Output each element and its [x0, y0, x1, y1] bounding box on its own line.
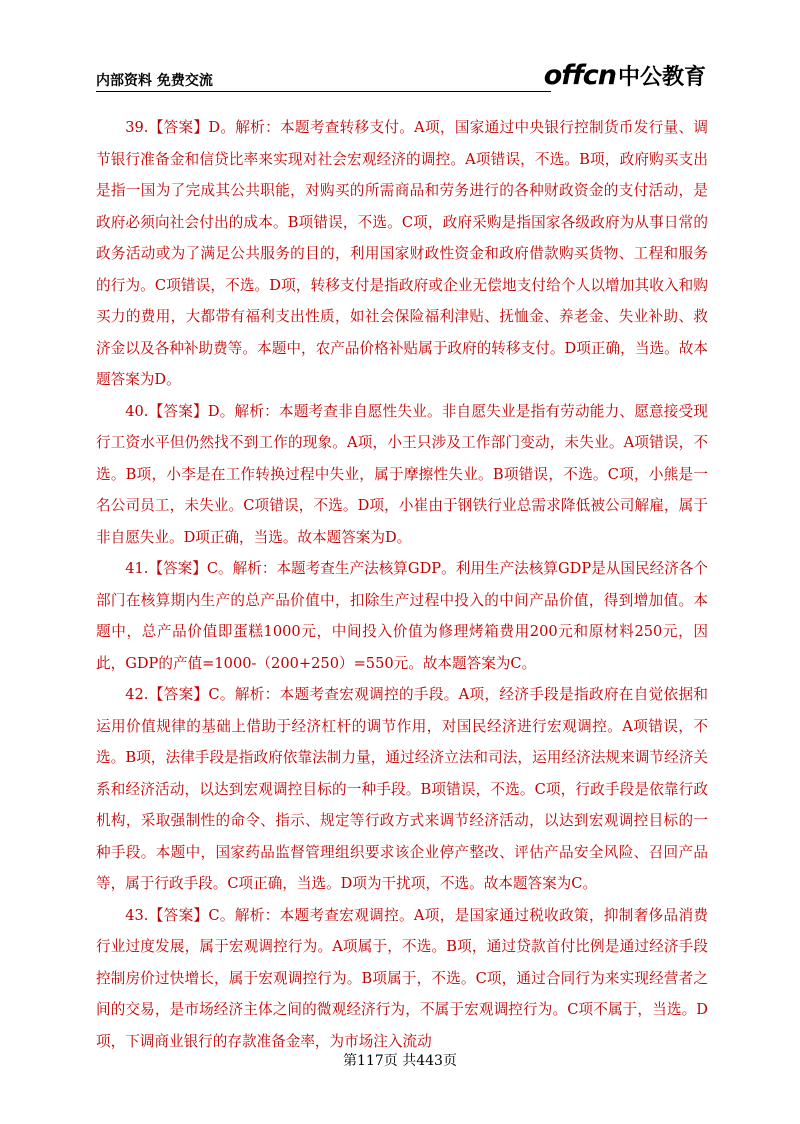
- answer-explanations: [96, 112, 708, 1057]
- answer-paragraph-43: 43.【答案】C。解析：本题考查宏观调控。A项，是国家通过税收政策，抑制奢侈品消费行业过度发展，属于宏观调控行为。A项属于，不选。B项，通过贷款首付比例是通过经济手段控制房价过快增长，属于宏观调控行为。B项属于，不选。C项，通过合同行为来实现经营者之间的交易，是市场经济主体之间的微观经济行为，不属于宏观调控行为。C项不属于，当选。D项，下调商业银行的存款准备金率，为市场注入流动: [96, 906, 708, 1050]
- page-header: [96, 58, 708, 92]
- answer-paragraph-39: 39.【答案】D。解析：本题考查转移支付。A项，国家通过中央银行控制货币发行量、调节银行准备金和信贷比率来实现对社会宏观经济的调控。A项错误，不选。B项，政府购买支出是指一国为了完成其公共职能，对购买的所需商品和劳务进行的各种财政资金的支付活动，是政府必须向社会付出的成本。B项错误，不选。C项，政府采购是指国家各级政府为从事日常的政务活动或为了满足公共服务的目的，利用国家财政性资金和政府借款购买货物、工程和服务的行为。C项错误，不选。D项，转移支付是指政府或企业无偿地支付给个人以增加其收入和购买力的费用，大都带有福利支出性质，如社会保险福利津贴、抚恤金、养老金、失业补助、救济金以及各种补助费等。本题中，农产品价格补贴属于政府的转移支付。D项正确，当选。故本题答案为D。: [96, 119, 708, 388]
- answer-paragraph-42: 42.【答案】C。解析：本题考查宏观调控的手段。A项，经济手段是指政府在自觉依据和运用价值规律的基础上借助于经济杠杆的调节作用，对国民经济进行宏观调控。A项错误，不选。B项，法律手段是指政府依靠法制力量，通过经济立法和司法，运用经济法规来调节经济关系和经济活动，以达到宏观调控目标的一种手段。B项错误，不选。C项，行政手段是依靠行政机构，采取强制性的命令、指示、规定等行政方式来调节经济活动，以达到宏观调控目标的一种手段。本题中，国家药品监督管理组织要求该企业停产整改、评估产品安全风险、召回产品等，属于行政手段。C项正确，当选。D项为干扰项，不选。故本题答案为C。: [96, 686, 708, 892]
- answer-paragraph-41: 41.【答案】C。解析：本题考查生产法核算GDP。利用生产法核算GDP是从国民经济各个部门在核算期内生产的总产品价值中，扣除生产过程中投入的中间产品价值，得到增加值。本题中，总产品价值即蛋糕1000元，中间投入价值为修理烤箱费用200元和原材料250元，因此，GDP的产值=1000-（200+250）=550元。故本题答案为C。: [96, 560, 708, 672]
- logo-chinese-name: 中公教育: [617, 65, 706, 90]
- answer-paragraph-40: 40.【答案】D。解析：本题考查非自愿性失业。非自愿失业是指有劳动能力、愿意接受现行工资水平但仍然找不到工作的现象。A项，小王只涉及工作部门变动，未失业。A项错误，不选。B项，小李是在工作转换过程中失业，属于摩擦性失业。B项错误，不选。C项，小熊是一名公司员工，未失业。C项错误，不选。D项，小崔由于钢铁行业总需求降低被公司解雇，属于非自愿失业。D项正确，当选。故本题答案为D。: [96, 402, 708, 546]
- page-number: 第117页 共443页: [343, 1053, 457, 1069]
- offcn-logo: [544, 60, 706, 91]
- logo-wordmark: offcn: [543, 60, 616, 91]
- header-rule: [96, 91, 551, 92]
- header-caption: 内部资料 免费交流: [96, 73, 213, 89]
